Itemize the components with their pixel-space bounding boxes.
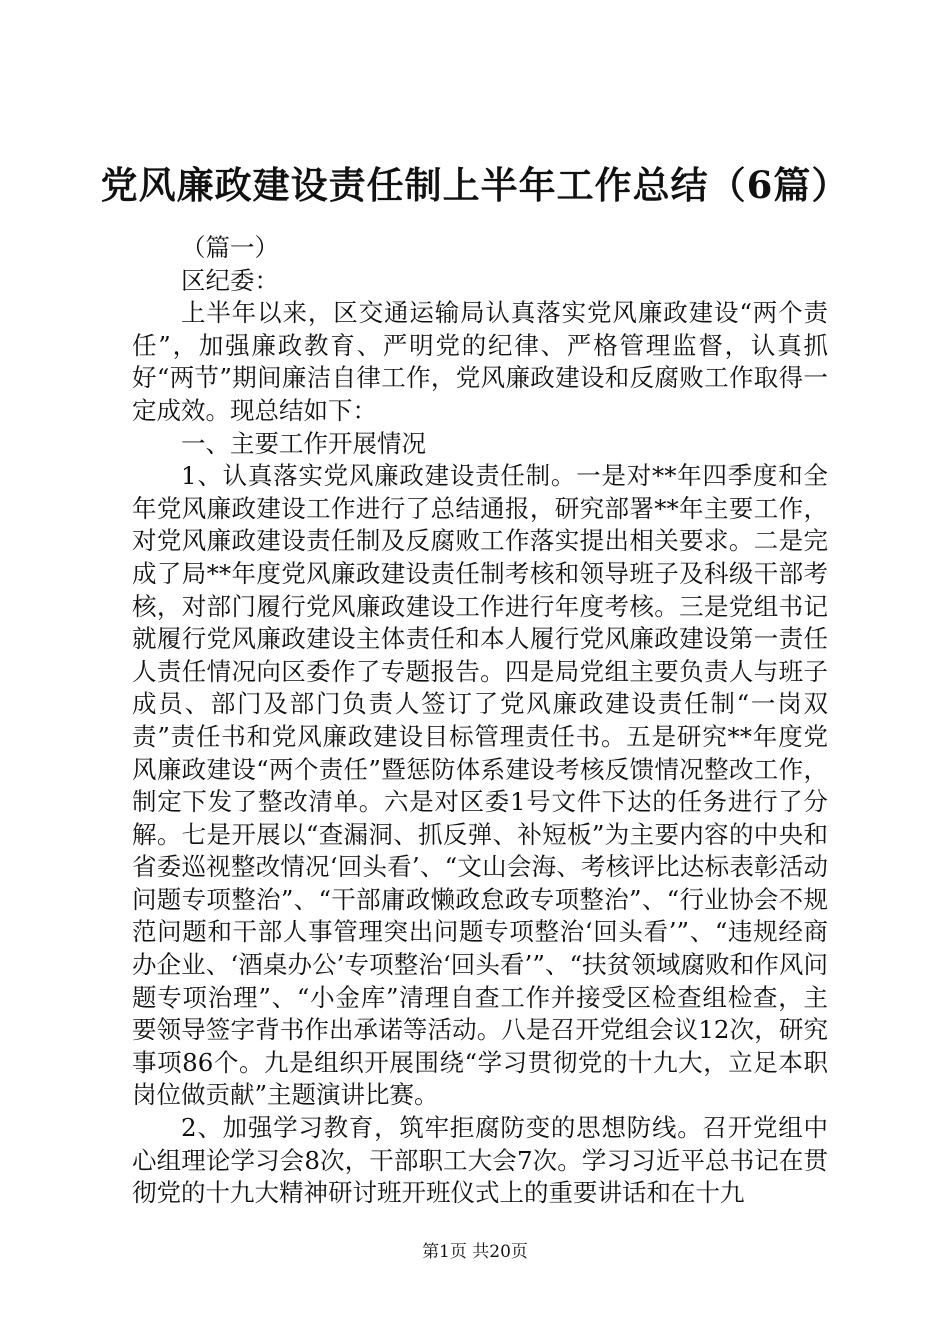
paragraph-item-1: 1、认真落实党风廉政建设责任制。一是对**年四季度和全年党风廉政建设工作进行了总结通报，研究部署**年主要工作，对党风廉政建设责任制及反腐败工作落实提出相关要求。二是完成了局**年度党风廉政建设责任制考核和领导班子及科级干部考核，对部门履行党风廉政建设工作进行年度考核。三是党组书记就履行党风廉政建设主体责任和本人履行党风廉政建设第一责任人责任情况向区委作了专题报告。四是局党组主要负责人与班子成员、部门及部门负责人签订了党风廉政建设责任制“一岗双责”责任书和党风廉政建设目标管理责任书。五是研究**年度党风廉政建设“两个责任”暨惩防体系建设考核反馈情况整改工作，制定下发了整改清单。六是对区委1号文件下达的任务进行了分解。七是开展以“查漏洞、抓反弹、补短板”为主要内容的中央和省委巡视整改情况‘回头看’、“文山会海、考核评比达标表彰活动问题专项整治”、“干部庸政懒政怠政专项整治”、“行业协会不规范问题和干部人事管理突出问题专项整治‘回头看’”、“违规经商办企业、‘酒桌办公’专项整治‘回头看’”、“扶贫领域腐败和作风问题专项治理”、“小金库”清理自查工作并接受区检查组检查，主要领导签字背书作出承诺等活动。八是召开党组会议12次，研究事项86个。九是组织开展围绕“学习贯彻党的十九大，立足本职岗位做贡献”主题演讲比赛。 bbox=[132, 461, 828, 1110]
section-heading: 一、主要工作开展情况 bbox=[181, 428, 426, 458]
paragraph-intro: 上半年以来，区交通运输局认真落实党风廉政建设“两个责任”，加强廉政教育、严明党的纪律、严格管理监督，认真抓好“两节”期间廉洁自律工作，党风廉政建设和反腐败工作取得一定成效。现总结如下： bbox=[132, 298, 828, 425]
addressee: 区纪委： bbox=[181, 265, 279, 295]
document-body bbox=[132, 232, 828, 1210]
document-title: 党风廉政建设责任制上半年工作总结（6篇） bbox=[100, 163, 850, 207]
page-footer: 第1页 共20页 bbox=[422, 1242, 528, 1262]
part-label: （篇一） bbox=[181, 233, 279, 262]
paragraph-item-2: 2、加强学习教育，筑牢拒腐防变的思想防线。召开党组中心组理论学习会8次，干部职工大会7次。学习习近平总书记在贯彻党的十九大精神研讨班开班仪式上的重要讲话和在十九 bbox=[132, 1113, 828, 1208]
